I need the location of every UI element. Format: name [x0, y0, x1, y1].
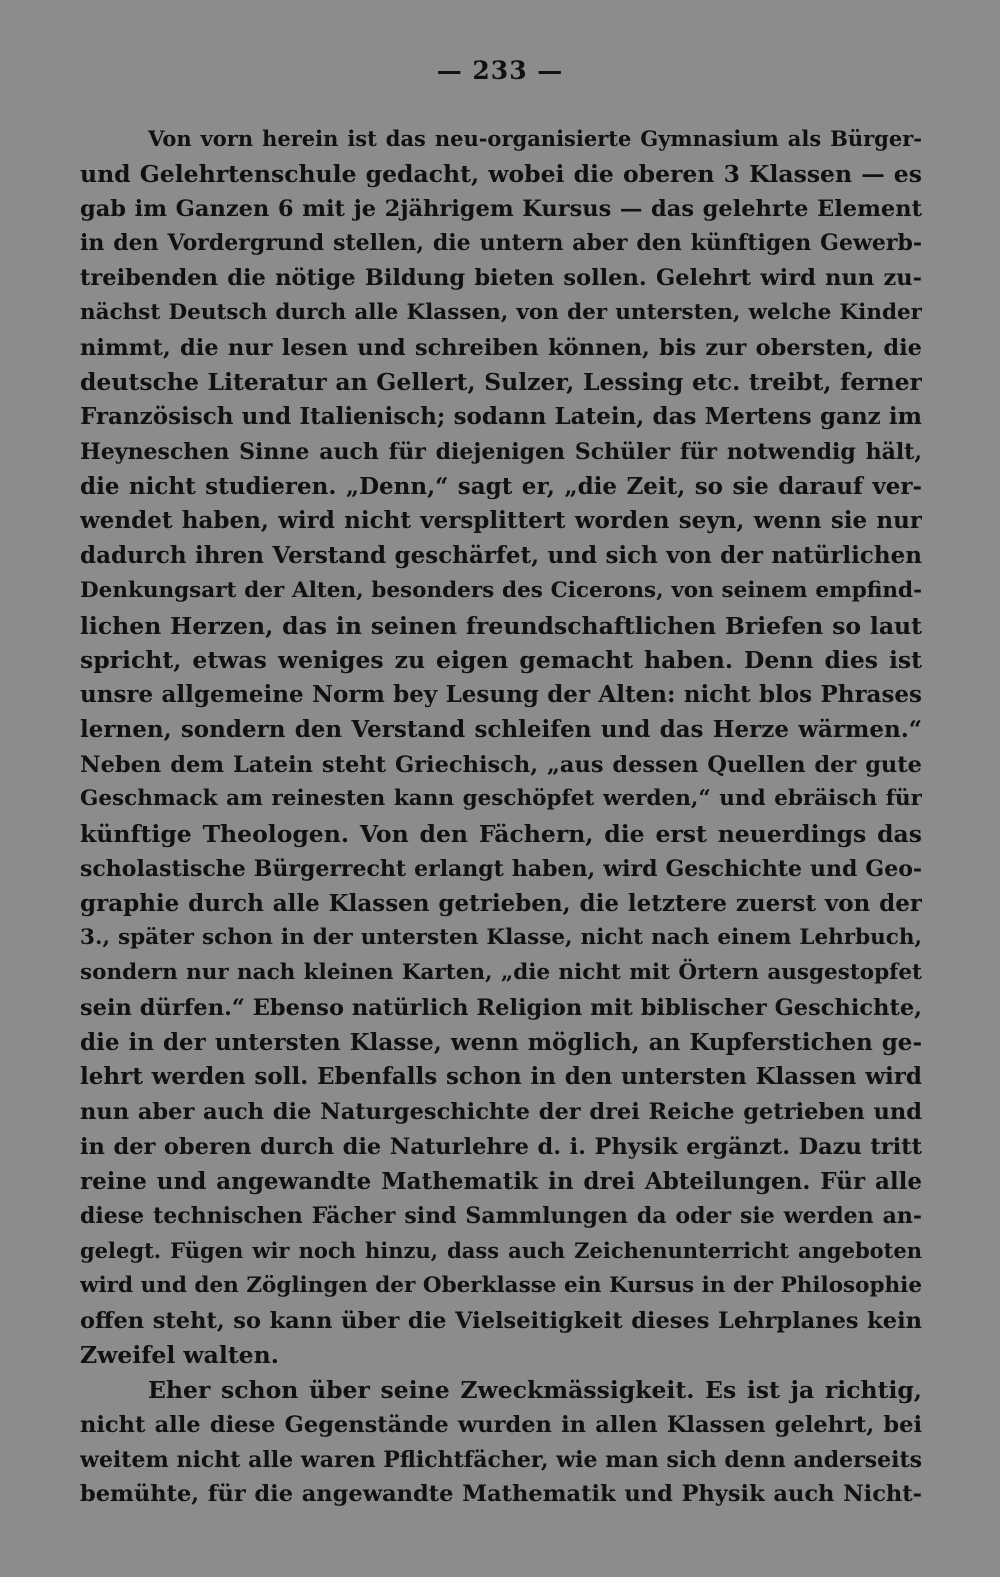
text-line: in den Vordergrund stellen, die untern aber den künftigen Gewerb- [80, 230, 922, 257]
body-text [80, 122, 922, 1512]
text-line: wird und den Zöglingen der Oberklasse ein Kursus in der Philosophie [80, 1272, 922, 1298]
text-line: treibenden die nötige Bildung bieten sollen. Gelehrt wird nun zu- [80, 265, 922, 291]
text-line: diese technischen Fächer sind Sammlungen da oder sie werden an- [80, 1203, 922, 1230]
text-line: Neben dem Latein steht Griechisch, „aus dessen Quellen der gute [80, 751, 922, 778]
text-line: wendet haben, wird nicht versplittert worden seyn, wenn sie nur [80, 507, 922, 535]
text-line: Geschmack am reinesten kann geschöpfet werden,“ und ebräisch für [80, 786, 922, 812]
text-line: deutsche Literatur an Gellert, Sulzer, Lessing etc. treibt, ferner [80, 368, 922, 397]
text-line: künftige Theologen. Von den Fächern, die erst neuerdings das [80, 820, 922, 848]
text-line: Zweifel walten. [80, 1341, 279, 1370]
text-line: unsre allgemeine Norm bey Lesung der Alten: nicht blos Phrases [80, 681, 922, 708]
text-line: Französisch und Italienisch; sodann Latein, das Mertens ganz im [80, 403, 922, 430]
text-line: nimmt, die nur lesen und schreiben können, bis zur obersten, die [80, 334, 922, 361]
text-line: lehrt werden soll. Ebenfalls schon in den untersten Klassen wird [80, 1063, 922, 1091]
text-line: spricht, etwas weniges zu eigen gemacht haben. Denn dies ist [80, 646, 922, 675]
text-line: nicht alle diese Gegenstände wurden in allen Klassen gelehrt, bei [80, 1411, 922, 1438]
text-line: Denkungsart der Alten, besonders des Cicerons, von seinem empfind- [80, 577, 922, 603]
text-line: lernen, sondern den Verstand schleifen und das Herze wärmen.“ [80, 715, 922, 743]
text-line: weitem nicht alle waren Pflichtfächer, wie man sich denn anderseits [80, 1446, 922, 1473]
text-line: Eher schon über seine Zweckmässigkeit. Es ist ja richtig, [148, 1376, 922, 1404]
text-line: scholastische Bürgerrecht erlangt haben, wird Geschichte und Geo- [80, 855, 922, 882]
text-line: die nicht studieren. „Denn,“ sagt er, „die Zeit, so sie darauf ver- [80, 472, 922, 500]
text-line: und Gelehrtenschule gedacht, wobei die oberen 3 Klassen — es [80, 159, 922, 188]
text-line: gelegt. Fügen wir noch hinzu, dass auch Zeichenunterricht angeboten [80, 1238, 922, 1263]
text-line: offen steht, so kann über die Vielseitigkeit dieses Lehrplanes kein [80, 1307, 922, 1334]
text-line: nun aber auch die Naturgeschichte der drei Reiche getrieben und [80, 1099, 922, 1125]
text-line: sein dürfen.“ Ebenso natürlich Religion mit biblischer Geschichte, [80, 994, 922, 1021]
text-line: die in der untersten Klasse, wenn möglich, an Kupferstichen ge- [80, 1028, 922, 1056]
text-line: in der oberen durch die Naturlehre d. i. Physik ergänzt. Dazu tritt [80, 1133, 922, 1160]
text-line: nächst Deutsch durch alle Klassen, von der untersten, welche Kinder [80, 299, 922, 325]
text-line: sondern nur nach kleinen Karten, „die nicht mit Örtern ausgestopfet [80, 960, 922, 985]
text-line: 3., später schon in der untersten Klasse, nicht nach einem Lehrbuch, [80, 925, 922, 951]
text-line: reine und angewandte Mathematik in drei Abteilungen. Für alle [80, 1167, 922, 1195]
text-line: Heyneschen Sinne auch für diejenigen Schüler für notwendig hält, [80, 438, 922, 465]
text-line: gab im Ganzen 6 mit je 2jährigem Kursus — das gelehrte Element [80, 195, 922, 222]
page-number-header: — 233 — [436, 56, 564, 85]
text-line: lichen Herzen, das in seinen freundschaftlichen Briefen so laut [80, 611, 922, 640]
text-line: Von vorn herein ist das neu-organisierte Gymnasium als Bürger- [148, 126, 922, 151]
text-line: graphie durch alle Klassen getrieben, die letztere zuerst von der [80, 889, 922, 917]
text-line: bemühte, für die angewandte Mathematik und Physik auch Nicht- [80, 1481, 922, 1508]
text-line: dadurch ihren Verstand geschärfet, und sich von der natürlichen [80, 542, 922, 569]
